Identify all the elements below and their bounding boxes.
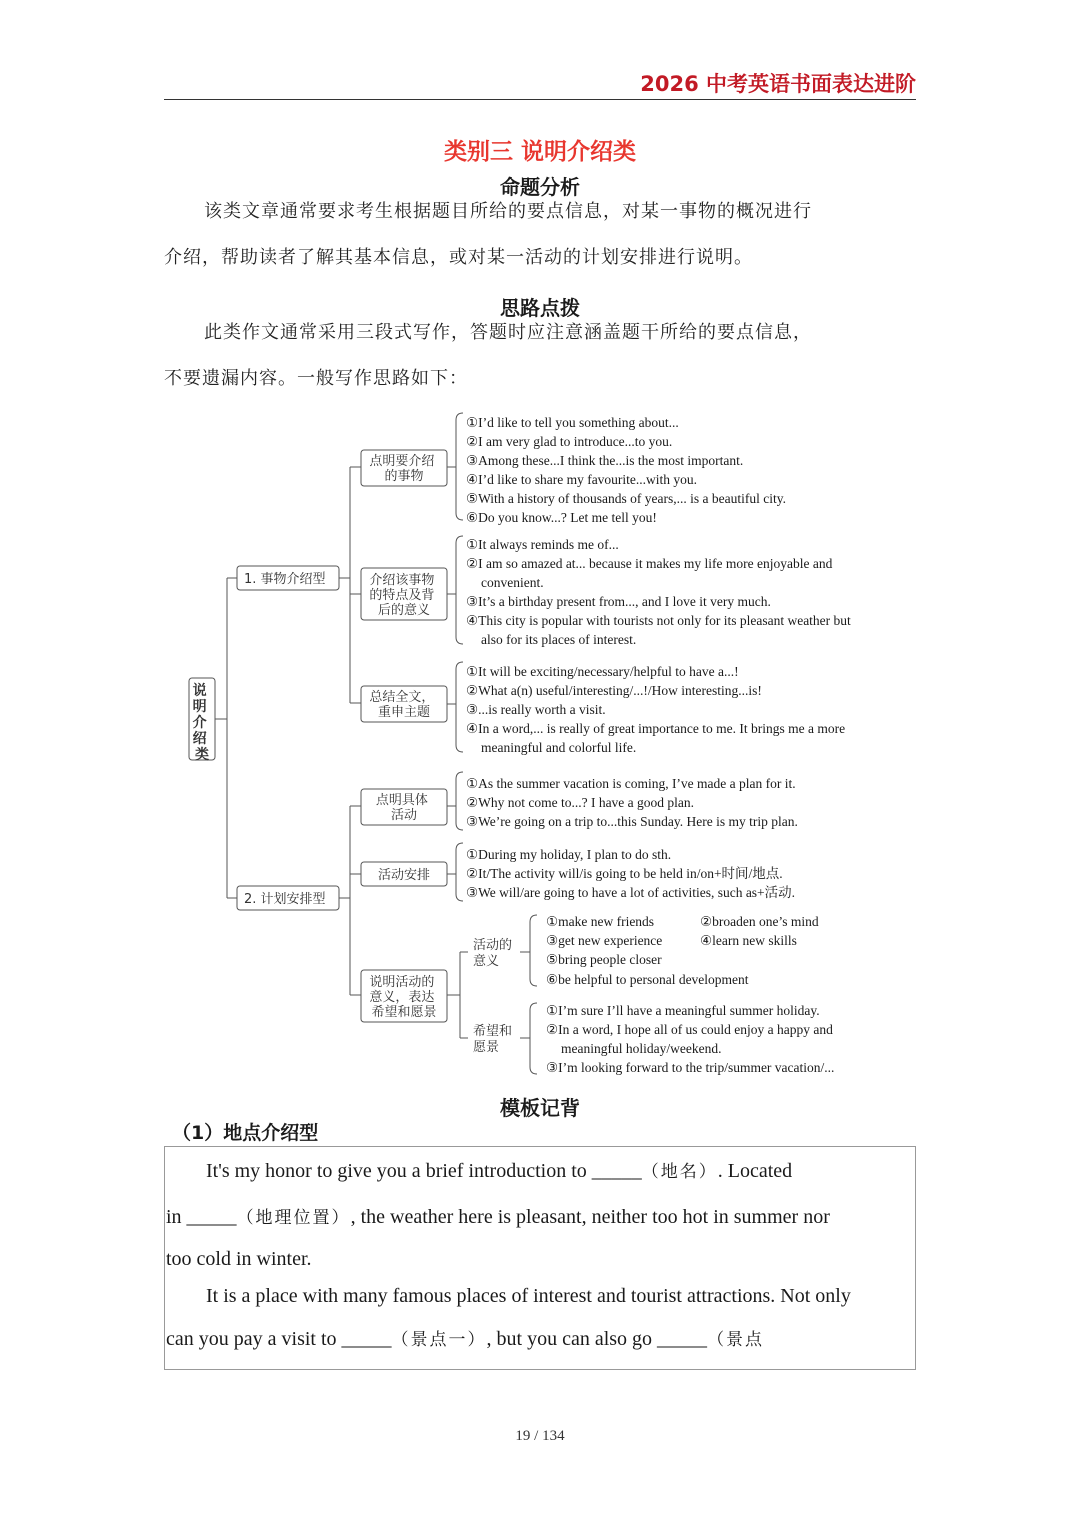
mm-b2-sub2-label: 希望和 愿景	[473, 1024, 513, 1055]
mm-b2-sub2-items: ①I’m sure I’ll have a meaningful summer holiday. ②In a word, I hope all of us could enjoy a happy and meaningful holiday/weekend. ③I’m looking forward to the trip/summer vacation/...	[546, 1003, 835, 1075]
mm-b2-sub1-items: ①make new friends ②broaden one’s mind ③get new experience ④learn new skills ⑤bring people closer ⑥be helpful to personal development	[546, 914, 819, 987]
tips-heading: 思路点拨	[500, 296, 580, 320]
mm-b2-sub1-bracket	[520, 915, 537, 986]
template-line-4: It is a place with many famous places of interest and tourist attractions. Not only	[206, 1285, 851, 1307]
page-number: 19 / 134	[515, 1428, 565, 1444]
mm-b2-node2-label: 活动安排	[377, 868, 431, 883]
mm-b2-sub2-bracket	[520, 1003, 537, 1074]
template-line-1: It's my honor to give you a brief introduction to _____（地名）. Located	[206, 1160, 793, 1182]
running-header: 2026 中考英语书面表达进阶	[640, 72, 916, 96]
mm-b1-node1-label: 点明要介绍 的事物	[369, 454, 435, 484]
tips-line-2: 不要遗漏内容。一般写作思路如下：	[164, 368, 468, 389]
mm-b1-node2-items: ①It always reminds me of... ②I am so amazed at... because it makes my life more enjoyable and convenient. ③It’s a birthday present from..., and I love it very much. ④This city is popular with tourists not only for its pleasant weather but also for its places of interest.	[466, 537, 851, 647]
template-line-5: can you pay a visit to _____（景点一）, but you can also go _____（景点	[166, 1328, 765, 1350]
mm-b2-node3-connector	[447, 952, 468, 1038]
mm-root-connector	[215, 578, 237, 898]
template-subheading: （1）地点介绍型	[172, 1122, 319, 1144]
mm-branch1-connector	[339, 467, 361, 703]
analysis-heading: 命题分析	[500, 175, 580, 199]
mm-b1-node3-label: 总结全文， 重申主题	[369, 690, 435, 720]
mm-branch2-label: 2. 计划安排型	[244, 892, 326, 907]
mm-b2-sub1-label: 活动的 意义	[473, 938, 513, 969]
mm-b1-node1-items: ①I’d like to tell you something about... ②I am very glad to introduce...to you. ③Among these...I think the...is the most important. ④I’d like to share my favourite...with you. ⑤With a history of thousands of years,... is a beautiful city. ⑥Do you know...? Let me tell you!	[466, 415, 786, 525]
template-heading: 模板记背	[500, 1096, 580, 1120]
mm-b2-node2-items: ①During my holiday, I plan to do sth. ②It/The activity will/is going to be held in/on+时间/地点. ③We will/are going to have a lot of activities, such as+活动.	[466, 847, 796, 900]
tips-line-1: 此类作文通常采用三段式写作，答题时应注意涵盖题干所给的要点信息，	[204, 322, 812, 343]
template-line-3: too cold in winter.	[166, 1248, 312, 1270]
category-title: 类别三 说明介绍类	[443, 139, 636, 165]
mm-b2-node1-items: ①As the summer vacation is coming, I’ve made a plan for it. ②Why not come to...? I have a good plan. ③We’re going on a trip to...this Sunday. Here is my trip plan.	[466, 776, 798, 829]
mm-b2-node1-bracket	[447, 772, 463, 830]
mm-b2-node1-label: 点明具体 活动	[375, 793, 428, 823]
mm-b1-node3-bracket	[447, 662, 463, 752]
mm-branch1-label: 1. 事物介绍型	[244, 572, 326, 587]
analysis-line-1: 该类文章通常要求考生根据题目所给的要点信息，对某一事物的概况进行	[204, 201, 812, 222]
mm-root-label: 说 明 介 绍 类	[192, 683, 209, 763]
analysis-line-2: 介绍，帮助读者了解其基本信息，或对某一活动的计划安排进行说明。	[164, 247, 753, 268]
template-line-2: in _____（地理位置）, the weather here is pleasant, neither too hot in summer nor	[166, 1206, 830, 1228]
mm-b1-node2-label: 介绍该事物 的特点及背 后的意义	[369, 573, 435, 618]
mm-b1-node3-items: ①It will be exciting/necessary/helpful to have a...! ②What a(n) useful/interesting/...!/How interesting...is! ③...is really worth a visit. ④In a word,... is really of great importance to me. It brings me a more meaningful and colorful life.	[466, 664, 846, 755]
mm-b2-node2-bracket	[447, 843, 463, 901]
mm-branch2-connector	[339, 806, 361, 995]
mm-b1-node1-bracket	[447, 413, 463, 520]
mm-b2-node3-label: 说明活动的 意义，表达 希望和愿景	[369, 975, 437, 1020]
mm-b1-node2-bracket	[447, 536, 463, 644]
